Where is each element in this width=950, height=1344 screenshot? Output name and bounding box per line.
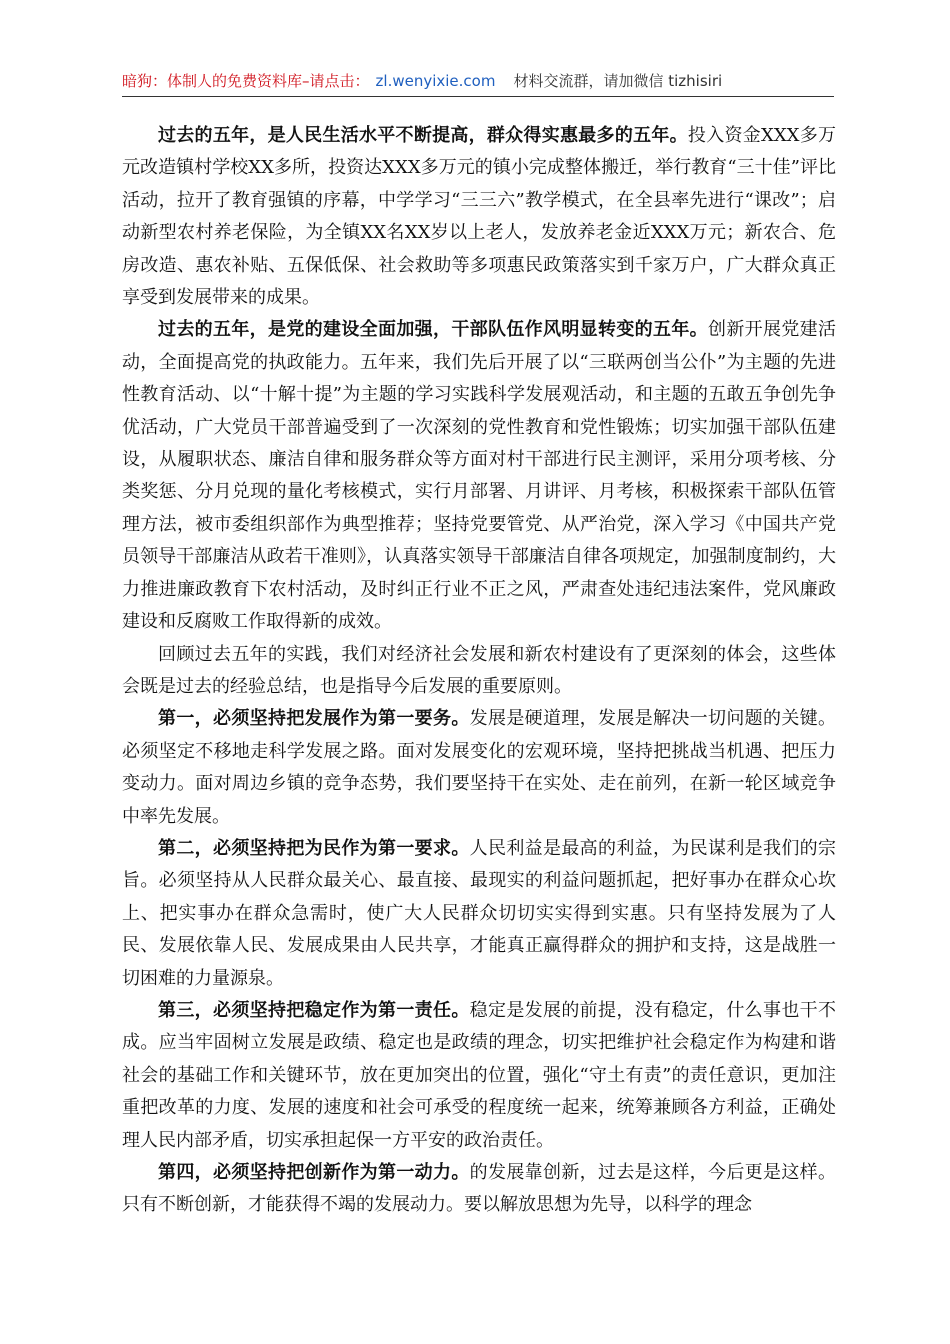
paragraph-text: 人民利益是最高的利益，为民谋利是我们的宗旨。必须坚持从人民群众最关心、最直接、最现实的利益问题抓起，把好事办在群众心坎上、把实事办在群众急需时，使广大人民群众切切实实得到实惠。只有坚持发展为了人民、发展依靠人民、发展成果由人民共享，才能真正赢得群众的拥护和支持，这是战胜一切困难的力量源泉。	[122, 837, 837, 989]
document-body	[122, 120, 836, 1222]
header-url-link[interactable]: zl.wenyixie.com	[375, 72, 496, 90]
paragraph	[122, 833, 836, 995]
paragraph-text: 发展是硬道理，发展是解决一切问题的关键。必须坚定不移地走科学发展之路。面对发展变化的宏观环境，坚持把挑战当机遇、把压力变动力。面对周边乡镇的竞争态势，我们要坚持干在实处、走在前列，在新一轮区域竞争中率先发展。	[122, 708, 837, 827]
paragraph-text: 回顾过去五年的实践，我们对经济社会发展和新农村建设有了更深刻的体会，这些体会既是过去的经验总结，也是指导今后发展的重要原则。	[122, 643, 836, 697]
header-divider	[122, 96, 834, 97]
paragraph-text: 稳定是发展的前提，没有稳定，什么事也干不成。应当牢固树立发展是政绩、稳定也是政绩的理念，切实把维护社会稳定作为构建和谐社会的基础工作和关键环节，放在更加突出的位置，强化“守土有责”的责任意识，更加注重把改革的力度、发展的速度和社会可承受的程度统一起来，统筹兼顾各方利益，正确处理人民内部矛盾，切实承担起保一方平安的政治责任。	[122, 999, 837, 1151]
paragraph	[122, 995, 836, 1157]
paragraph-text: 创新开展党建活动，全面提高党的执政能力。五年来，我们先后开展了以“三联两创当公仆”为主题的先进性教育活动、以“十解十提”为主题的学习实践科学发展观活动，和主题的五敢五争创先争优活动，广大党员干部普遍受到了一次深刻的党性教育和党性锻炼；切实加强干部队伍建设，从履职状态、廉洁自律和服务群众等方面对村干部进行民主测评，采用分项考核、分类奖惩、分月兑现的量化考核模式，实行月部署、月讲评、月考核，积极探索干部队伍管理方法，被市委组织部作为典型推荐；坚持党要管党、从严治党，深入学习《中国共产党员领导干部廉洁从政若干准则》，认真落实领导干部廉洁自律各项规定，加强制度制约，大力推进廉政教育下农村活动，及时纠正行业不正之风，严肃查处违纪违法案件，党风廉政建设和反腐败工作取得新的成效。	[122, 319, 836, 633]
paragraph	[122, 639, 836, 704]
paragraph-text: 的发展靠创新，过去是这样，今后更是这样。只有不断创新，才能获得不竭的发展动力。要以解放思想为先导，以科学的理念	[122, 1162, 837, 1216]
page-header	[122, 70, 834, 94]
paragraph-lead: 第三，必须坚持把稳定作为第一责任。	[158, 999, 470, 1021]
header-site-name: 暗狗：体制人的免费资料库	[122, 72, 303, 90]
paragraph-lead: 第四，必须坚持把创新作为第一动力。	[158, 1162, 470, 1183]
paragraph-text: 投入资金XXX多万元改造镇村学校XX多所，投资达XXX多万元的镇小完成整体搬迁，举行教育“三十佳”评比活动，拉开了教育强镇的序幕，中学学习“三三六”教学模式，在全县率先进行“课改”；启动新型农村养老保险，为全镇XX名XX岁以上老人，发放养老金近XXX万元；新农合、危房改造、惠农补贴、五保低保、社会救助等多项惠民政策落实到千家万户，广大群众真正享受到发展带来的成果。	[122, 125, 837, 309]
header-wechat-text: 材料交流群，请加微信 tizhisiri	[513, 72, 723, 90]
paragraph	[122, 120, 836, 314]
paragraph-lead: 过去的五年，是人民生活水平不断提高，群众得实惠最多的五年。	[158, 125, 688, 146]
paragraph-lead: 第二，必须坚持把为民作为第一要求。	[158, 837, 470, 859]
paragraph	[122, 703, 836, 833]
paragraph	[122, 1157, 836, 1222]
paragraph-lead: 过去的五年，是党的建设全面加强，干部队伍作风明显转变的五年。	[158, 319, 708, 341]
header-click-prefix: –请点击：	[302, 72, 370, 90]
paragraph	[122, 314, 836, 638]
paragraph-lead: 第一，必须坚持把发展作为第一要务。	[158, 708, 470, 730]
